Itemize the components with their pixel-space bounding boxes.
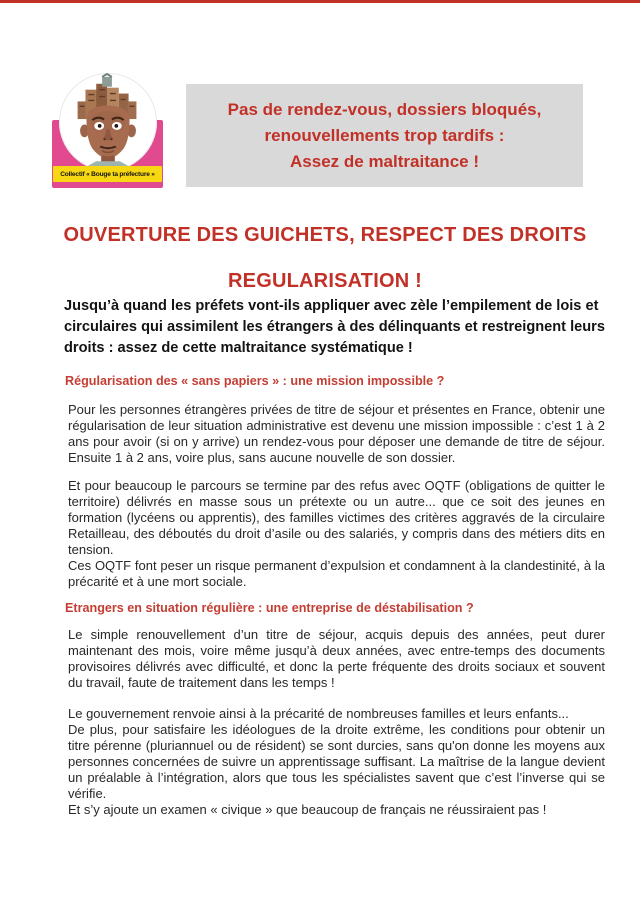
paragraph-text: Pour les personnes étrangères privées de titre de séjour et présentes en France, obtenir une régularisation de leur situation administrative est devenu une mission impossible : c’est 1 à 2 ans pour avoir (si on y arrive) un rendez-vous pour déposer une demande de titre de séjour. Ensuite 1 à 2 ans, voire plus, sans aucune nouvelle de son dossier. — [68, 402, 605, 465]
paragraph-text: De plus, pour satisfaire les idéologues de la droite extrême, les conditions pour obtenir un titre pérenne (pluriannuel ou de résident) se sont durcies, sans qu'on donne les moyens aux personnes concernées de suivre un apprentissage suffisant. La maîtrise de la langue devient un préalable à l’intégration, alors que tous les spécialistes savent que c’est l’inverse qui se vérifie. — [68, 722, 605, 801]
section2-paragraph-1 — [68, 627, 605, 691]
section1-paragraph-group — [68, 478, 605, 590]
logo-label: Collectif « Bouge ta préfecture » — [60, 170, 155, 178]
section1-paragraph-1 — [68, 402, 605, 466]
alert-banner — [186, 84, 583, 187]
paragraph-text: Et pour beaucoup le parcours se termine par des refus avec OQTF (obligations de quitter le territoire) délivrés en masse sous un prétexte ou un autre... que ce soit des jeunes en formation (lycéens ou apprentis), des familles victimes des critères aggravés de la circulaire Retailleau, des déboutés du droit d’asile ou des salariés, y compris dans des métiers dits en tension. — [68, 478, 605, 557]
collectif-logo — [47, 70, 169, 192]
paragraph-text: Ces OQTF font peser un risque permanent d’expulsion et condamnent à la clandestinité, à la précarité et à une mort sociale. — [68, 558, 605, 589]
section2-paragraph-group — [68, 706, 605, 818]
headline-line-2: REGULARISATION ! — [228, 270, 422, 292]
paragraph-text: Le gouvernement renvoie ainsi à la précarité de nombreuses familles et leurs enfants... — [68, 706, 569, 721]
section1-heading: Régularisation des « sans papiers » : une mission impossible ? — [65, 374, 445, 388]
page-title — [20, 212, 630, 304]
section2-heading: Etrangers en situation régulière : une entreprise de déstabilisation ? — [65, 601, 474, 615]
logo-banner — [53, 166, 162, 182]
alert-line-2: renouvellements trop tardifs : — [264, 125, 505, 145]
alert-line-1: Pas de rendez-vous, dossiers bloqués, — [227, 99, 542, 119]
paragraph-text: Le simple renouvellement d’un titre de séjour, acquis depuis des années, peut durer maintenant des mois, voire même jusqu’à deux années, avec entre-temps des documents provisoires délivrés avec difficulté, et donc la perte fréquente des droits sociaux et souvent du travail, faute de traitement dans les temps ! — [68, 627, 605, 690]
head-city-illustration — [59, 73, 157, 171]
paragraph-text: Et s’y ajoute un examen « civique » que beaucoup de français ne réussiraient pas ! — [68, 802, 547, 817]
intro-paragraph: Jusqu’à quand les préfets vont-ils appliquer avec zèle l’empilement de lois et circulaires qui assimilent les étrangers à des délinquants et restreignent leurs droits : assez de cette maltraitance systématique ! — [64, 298, 605, 356]
logo-circle — [59, 73, 157, 171]
top-rule — [0, 0, 640, 3]
alert-line-3: Assez de maltraitance ! — [290, 151, 479, 171]
headline-line-1: OUVERTURE DES GUICHETS, RESPECT DES DROITS — [63, 224, 587, 246]
